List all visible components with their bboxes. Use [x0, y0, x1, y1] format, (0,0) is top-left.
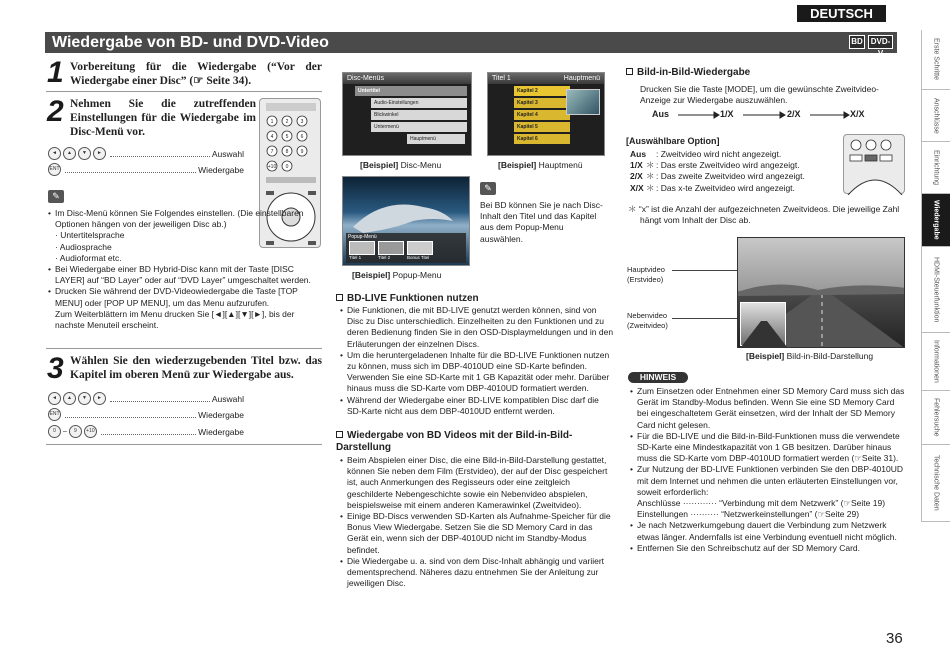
bdpip-heading: Wiedergabe von BD Videos mit der Bild-in-Bild-Darstellung [336, 430, 573, 453]
step2-play-row: ENT Wiedergabe [49, 164, 244, 175]
main-video-label: Hauptvideo (Erstvideo) [627, 265, 665, 284]
list-item: • Während der Wiedergabe einer BD-LIVE kompatiblen Disc darf die SD-Karte nicht aus dem DBP-4010UD entfernt werden. [340, 395, 614, 417]
disc-menu-screenshot [342, 72, 472, 156]
option-row: 2/X ＊ : Das zweite Zweitvideo wird angezeigt. [630, 171, 805, 182]
step3-numbers-row: 0 – 9 +10 Wiedergabe [48, 425, 244, 438]
flow-arrows-icon [640, 109, 875, 121]
pip-mode-flow [640, 109, 875, 121]
list-item: · Audioformat etc. [55, 252, 122, 263]
step3-number: 3 [47, 352, 64, 385]
list-item: Zum Weiterblättern im Menu drucken Sie [◄][▲][▼][►], bis der nachste Menuteil erscheint. [55, 308, 295, 331]
play-label: Wiedergabe [198, 409, 244, 420]
list-item: • Bei Wiedergabe einer BD Hybrid-Disc kann mit der Taste [DISC LAYER] auf “BD Layer” oder auf “DVD Layer” umgeschaltet werden. [48, 264, 324, 286]
sub-video-label: Nebenvideo (Zweitvideo) [627, 311, 668, 330]
popup-menu-caption: [Beispiel] Popup-Menu [352, 270, 442, 280]
sidetab-erste-schritte[interactable]: Erste Schritte [922, 30, 950, 90]
step2-select-row: ◄ ▲ ▼ ► Auswahl [48, 147, 244, 160]
chapter-item: Kapitel 3 [514, 98, 570, 108]
sidetab-technische-daten[interactable]: Technische Daten [922, 445, 950, 522]
note-pencil-icon: ✎ [480, 182, 496, 195]
svg-text:2: 2 [285, 119, 289, 125]
sidetab-einrichtung[interactable]: Einrichtung [922, 142, 950, 194]
pip-heading: Bild-in-Bild-Wiedergabe [626, 67, 750, 79]
svg-text:6: 6 [300, 134, 304, 140]
options-list [630, 149, 820, 194]
select-label: Auswahl [211, 393, 244, 404]
sidetab-fehlersuche[interactable]: Fehlersuche [922, 391, 950, 445]
list-item: Einstellungen ·········· “Netzwerkeinstellungen” (☞Seite 29) [637, 509, 860, 520]
chapter-item: Kapitel 5 [514, 122, 570, 132]
step2-text: Nehmen Sie die zutreffenden Einstellungen für die Wiedergabe im Disc-Menü vor. [70, 98, 256, 138]
pip-road-image [737, 237, 905, 348]
svg-text:1: 1 [270, 119, 274, 125]
chapter-item: Kapitel 2 [514, 86, 570, 96]
svg-text:0: 0 [285, 164, 289, 170]
svg-text:4: 4 [270, 134, 274, 140]
sidetab-hdmi[interactable]: HDMI-Steuerfunktion [922, 247, 950, 333]
language-label: DEUTSCH [797, 5, 886, 22]
pip-intro: Drucken Sie die Taste [MODE], um die gewünschte Zweitvideo-Anzeige zur Wiedergabe auszuwählen. [640, 84, 879, 106]
popup-tab: Bonus Titel [407, 255, 430, 260]
bdlive-list [340, 305, 614, 417]
flow-step: Aus [652, 109, 670, 119]
popup-tab: Titel 1 [349, 255, 362, 260]
popup-header: Popup-Menü [348, 234, 377, 240]
list-item: • Die Wiedergabe u. a. sind von dem Disc-Inhalt abhängig und variiert dementsprechend. Näheres dazu entnehmen Sie der Anleitung zur jeweiligen Disc. [340, 556, 614, 590]
main-menu-screenshot [487, 72, 605, 156]
step3-select-row: ◄ ▲ ▼ ► Auswahl [48, 392, 244, 405]
option-row: X/X ＊ : Das x-te Zweitvideo wird angezeigt. [630, 182, 795, 193]
popup-tab: Titel 2 [378, 255, 391, 260]
disc-menu-item: Blickwinkel [371, 110, 467, 120]
options-heading: [Auswählbare Option] [626, 136, 720, 146]
chapter-item: Kapitel 4 [514, 110, 570, 120]
page-title: Wiedergabe von BD- und DVD-Video [52, 34, 329, 51]
flow-step: 1/X [720, 109, 734, 119]
disc-menu-header: Disc-Menüs [347, 75, 384, 82]
note-pencil-icon: ✎ [48, 190, 64, 203]
page-number: 36 [886, 630, 903, 647]
main-menu-title: Titel 1 [492, 75, 511, 82]
pip-caption: [Beispiel] Bild-in-Bild-Darstellung [746, 351, 874, 361]
list-item: • Zur Nutzung der BD-LIVE Funktionen verbinden Sie den DBP-4010UD mit dem Internet und nehmen die unten erläuterten Einstellungen vor, soweit erforderlich: [630, 464, 907, 498]
list-item: • Beim Abspielen einer Disc, die eine Bild-in-Bild-Darstellung gestattet, können Sie neben dem Film (Erstvideo), der auf der Disc gespeichert ist, auch Anmerkungen des Regisseurs oder eine zeitgleich geschilderte Nebengeschichte sowie ein Nebenvideo abspielen, beispielsweise mit einem anderen Kamerawinkel (Zweitvideo). [340, 455, 614, 511]
disc-menu-item: Audio-Einstellungen [371, 98, 467, 108]
svg-text:3: 3 [300, 119, 304, 125]
mode-button-icon [844, 135, 906, 195]
svg-text:7: 7 [270, 149, 274, 155]
chapter-thumbnail [566, 89, 600, 115]
step3-text: Wählen Sie den wiederzugebenden Titel bzw. das Kapitel im oberen Menü zur Wiedergabe aus. [70, 355, 322, 381]
svg-text:8: 8 [285, 149, 289, 155]
list-item: Anschlüsse ············ “Verbindung mit dem Netzwerk” (☞Seite 19) [637, 498, 886, 509]
disc-menu-item: Untertitel [355, 86, 467, 96]
bd-badge: BD [849, 35, 865, 49]
pip-footnote: ＊ “x” ist die Anzahl der aufgezeichneten Zweitvideos. Die jeweilige Zahl hängt vom Inhalt der Disc ab. [628, 204, 900, 226]
title-bar [45, 32, 897, 58]
list-item: • Für die BD-LIVE und die Bild-in-Bild-Funktionen muss die verwendete SD-Karte eine Mindestkapazität von 1 GB besitzen. Darüber hinaus muss die SD-Karte vom DBP-4010UD formatiert werden (☞Seite 31). [630, 431, 907, 465]
sidetab-anschluesse[interactable]: Anschlüsse [922, 90, 950, 142]
note1-list [48, 208, 324, 331]
flow-step: 2/X [787, 109, 801, 119]
chapter-item: Kapitel 6 [514, 134, 570, 144]
remote-mode-image [843, 134, 905, 194]
hinweis-badge: HINWEIS [628, 372, 688, 383]
hinweis-list [630, 386, 907, 554]
step1-text: Vorbereitung für die Wiedergabe (“Vor der Wiedergabe einer Disc” (☞ Seite 34). [70, 61, 322, 87]
list-item: • Um die heruntergeladenen Inhalte für die BD-LIVE Funktionen nutzen zu können, muss sich im DBP-4010UD eine SD-Karte befinden. Verwenden Sie eine SD-Karte mit 1 GB Kapazität oder mehr. Darüber hinaus muss die SD-Karte vom DBP-4010UD formatiert werden. [340, 350, 614, 395]
disc-menu-caption: [Beispiel] Disc-Menu [360, 160, 442, 170]
list-item: • Zum Einsetzen oder Entnehmen einer SD Memory Card muss sich das Gerät im Standby-Modus befinden. Wenn Sie eine SD Memory Card bei eingeschaltetem Gerät einsetzen, wird der Inhalt der SD Memory Card nicht gelesen. [630, 386, 907, 431]
dvd-badge: DVD-V [868, 35, 893, 49]
svg-text:5: 5 [285, 134, 289, 140]
list-item: • Je nach Netzwerkumgebung dauert die Verbindung zum Netzwerk etwas länger. Andernfalls ist eine Verbindung eventuell nicht möglich. [630, 520, 907, 542]
svg-text:+10: +10 [267, 164, 277, 170]
option-row: 1/X ＊ : Das erste Zweitvideo wird angezeigt. [630, 160, 800, 171]
disc-menu-item: Hauptmenü [407, 134, 465, 144]
road-icon [741, 303, 787, 347]
bdpip-list [340, 455, 614, 589]
sidetab-wiedergabe[interactable]: Wiedergabe [922, 194, 950, 247]
flow-step: X/X [850, 109, 865, 119]
play-label: Wiedergabe [198, 164, 244, 175]
step3-play-row: ENT Wiedergabe [49, 409, 244, 420]
bdlive-heading: BD-LIVE Funktionen nutzen [336, 293, 479, 305]
list-item: • Die Funktionen, die mit BD-LIVE genutzt werden können, sind von Disc zu Disc unterschiedlich. Einzelheiten zu den Funktionen und zu deren Bedienung finden Sie in den OSD-Displaymeldungen und in den Erläuterungen der einzelnen Discs. [340, 305, 614, 350]
sidetab-informationen[interactable]: Informationen [922, 333, 950, 391]
play-label: Wiedergabe [198, 426, 244, 437]
note2-text: Bei BD können Sie je nach Disc-Inhalt den Titel und das Kapitel aus dem Popup-Menu auswählen. [480, 200, 603, 244]
main-menu-caption: [Beispiel] Hauptmenü [498, 160, 583, 170]
list-item: • Einige BD-Discs verwenden SD-Karten als Aufnahme-Speicher für die Bonus View Wiedergabe. Setzen Sie die SD Memory Card in das Gerät ein, wenn sich der DBP-4010UD nicht im Standby-Modus befindet. [340, 511, 614, 556]
main-menu-header: Hauptmenü [563, 75, 600, 82]
pip-sub-window [740, 302, 786, 346]
select-label: Auswahl [211, 148, 244, 159]
step2-number: 2 [47, 95, 64, 128]
step1-number: 1 [47, 56, 64, 89]
list-item: • Im Disc-Menü können Sie Folgendes einstellen. (Die einstellbaren Optionen hängen von der jeweiligen Disc ab.) [48, 208, 324, 230]
svg-text:9: 9 [300, 149, 304, 155]
list-item: · Audiosprache [55, 241, 112, 252]
popup-menu-screenshot [342, 176, 470, 266]
disc-menu-item: Untermenü [371, 122, 467, 132]
list-item: · Untertitelsprache [55, 230, 125, 241]
list-item: • Drucken Sie während der DVD-Videowiedergabe die Taste [TOP MENU] oder [POP UP MENU], um das Menu aufzurufen. [48, 286, 324, 308]
list-item: • Entfernen Sie den Schreibschutz auf der SD Memory Card. [630, 543, 907, 554]
option-row: Aus : Zweitvideo wird nicht angezeigt. [630, 149, 782, 159]
